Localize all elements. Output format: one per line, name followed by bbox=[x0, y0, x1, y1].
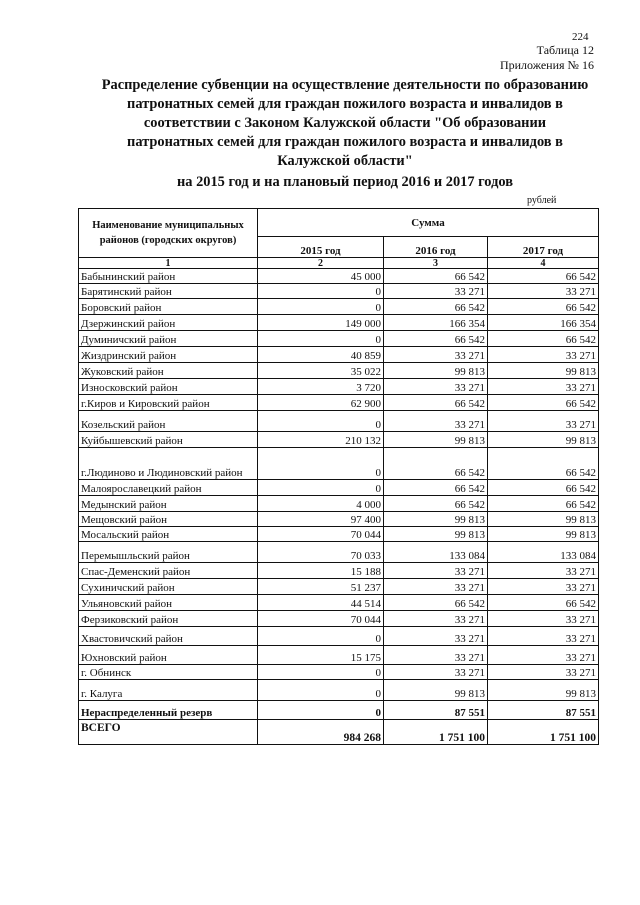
table-row bbox=[79, 496, 599, 512]
value-2017: 33 271 bbox=[488, 646, 599, 665]
total-label: ВСЕГО bbox=[79, 720, 258, 745]
value-2015: 15 188 bbox=[258, 563, 384, 579]
value-2016: 133 084 bbox=[384, 542, 488, 563]
column-number: 1 bbox=[79, 258, 258, 269]
district-name: Ульяновский район bbox=[79, 595, 258, 611]
table-row bbox=[79, 680, 599, 701]
column-number: 3 bbox=[384, 258, 488, 269]
table-row bbox=[79, 512, 599, 527]
district-name: г.Киров и Кировский район bbox=[79, 395, 258, 411]
value-2015: 0 bbox=[258, 480, 384, 496]
value-2017: 99 813 bbox=[488, 363, 599, 379]
table-row bbox=[79, 347, 599, 363]
value-2016: 66 542 bbox=[384, 448, 488, 480]
column-number: 2 bbox=[258, 258, 384, 269]
district-name: Ферзиковский район bbox=[79, 611, 258, 627]
table-row bbox=[79, 269, 599, 284]
value-2016: 99 813 bbox=[384, 680, 488, 701]
value-2016: 33 271 bbox=[384, 579, 488, 595]
value-2015: 45 000 bbox=[258, 269, 384, 284]
table-row bbox=[79, 284, 599, 299]
title-line: патронатных семей для граждан пожилого возраста и инвалидов в bbox=[127, 96, 563, 112]
district-name: Дзержинский район bbox=[79, 315, 258, 331]
value-2017: 66 542 bbox=[488, 395, 599, 411]
table-row bbox=[79, 611, 599, 627]
value-2016: 33 271 bbox=[384, 611, 488, 627]
table-row bbox=[79, 579, 599, 595]
value-2015: 3 720 bbox=[258, 379, 384, 395]
value-2017: 99 813 bbox=[488, 512, 599, 527]
value-2015: 97 400 bbox=[258, 512, 384, 527]
district-name: Сухиничский район bbox=[79, 579, 258, 595]
total-row bbox=[79, 720, 599, 745]
value-2016: 66 542 bbox=[384, 299, 488, 315]
district-name: Нераспределенный резерв bbox=[79, 701, 258, 720]
column-number: 4 bbox=[488, 258, 599, 269]
header-year-2016: 2016 год bbox=[384, 237, 488, 258]
district-name: Жиздринский район bbox=[79, 347, 258, 363]
header-row bbox=[79, 209, 599, 237]
value-2015: 70 044 bbox=[258, 611, 384, 627]
value-2015: 0 bbox=[258, 701, 384, 720]
value-2017: 33 271 bbox=[488, 627, 599, 646]
value-2017: 33 271 bbox=[488, 347, 599, 363]
district-name: Бабынинский район bbox=[79, 269, 258, 284]
value-2017: 66 542 bbox=[488, 331, 599, 347]
value-2016: 166 354 bbox=[384, 315, 488, 331]
total-2015: 984 268 bbox=[258, 720, 384, 745]
district-name: Думиничский район bbox=[79, 331, 258, 347]
value-2015: 35 022 bbox=[258, 363, 384, 379]
table-row bbox=[79, 665, 599, 680]
value-2016: 66 542 bbox=[384, 395, 488, 411]
value-2015: 0 bbox=[258, 331, 384, 347]
district-name: Износковский район bbox=[79, 379, 258, 395]
district-name: Перемышльский район bbox=[79, 542, 258, 563]
district-name: Малоярославецкий район bbox=[79, 480, 258, 496]
title-line: на 2015 год и на плановый период 2016 и 2017 годов bbox=[177, 174, 513, 190]
table-row bbox=[79, 595, 599, 611]
table-row bbox=[79, 542, 599, 563]
appendix-label: Приложения № 16 bbox=[499, 58, 594, 72]
table-row bbox=[79, 395, 599, 411]
value-2016: 99 813 bbox=[384, 527, 488, 542]
title-line: соответствии с Законом Калужской области "Об образовании bbox=[143, 115, 547, 131]
district-name: Спас-Деменский район bbox=[79, 563, 258, 579]
value-2017: 33 271 bbox=[488, 284, 599, 299]
table-row bbox=[79, 448, 599, 480]
value-2016: 66 542 bbox=[384, 496, 488, 512]
value-2016: 33 271 bbox=[384, 411, 488, 432]
district-name: г.Людиново и Людиновский район bbox=[79, 448, 258, 480]
district-name: Мосальский район bbox=[79, 527, 258, 542]
value-2017: 33 271 bbox=[488, 665, 599, 680]
value-2015: 40 859 bbox=[258, 347, 384, 363]
value-2016: 66 542 bbox=[384, 269, 488, 284]
value-2015: 0 bbox=[258, 448, 384, 480]
value-2016: 99 813 bbox=[384, 512, 488, 527]
value-2017: 33 271 bbox=[488, 579, 599, 595]
table-row bbox=[79, 646, 599, 665]
value-2015: 0 bbox=[258, 299, 384, 315]
value-2015: 70 033 bbox=[258, 542, 384, 563]
value-2015: 0 bbox=[258, 627, 384, 646]
title-line: патронатных семей для граждан пожилого возраста и инвалидов в bbox=[127, 134, 563, 150]
column-numbers-row bbox=[79, 258, 599, 269]
header-name-column: Наименование муниципальных районов (городских округов) bbox=[79, 209, 258, 258]
district-name: Барятинский район bbox=[79, 284, 258, 299]
value-2017: 99 813 bbox=[488, 680, 599, 701]
value-2016: 99 813 bbox=[384, 432, 488, 448]
title-line: Распределение субвенции на осуществление деятельности по образованию bbox=[101, 77, 589, 93]
value-2015: 0 bbox=[258, 665, 384, 680]
value-2015: 210 132 bbox=[258, 432, 384, 448]
value-2017: 87 551 bbox=[488, 701, 599, 720]
table-row bbox=[79, 527, 599, 542]
value-2017: 66 542 bbox=[488, 480, 599, 496]
table-row-reserve bbox=[79, 701, 599, 720]
header-sum-column: Сумма bbox=[258, 209, 599, 237]
value-2015: 0 bbox=[258, 411, 384, 432]
value-2017: 166 354 bbox=[488, 315, 599, 331]
district-name: Куйбышевский район bbox=[79, 432, 258, 448]
value-2017: 33 271 bbox=[488, 563, 599, 579]
table-row bbox=[79, 563, 599, 579]
value-2016: 33 271 bbox=[384, 646, 488, 665]
value-2017: 66 542 bbox=[488, 299, 599, 315]
value-2015: 70 044 bbox=[258, 527, 384, 542]
header-year-2017: 2017 год bbox=[488, 237, 599, 258]
district-name: Боровский район bbox=[79, 299, 258, 315]
table-row bbox=[79, 627, 599, 646]
value-2016: 66 542 bbox=[384, 331, 488, 347]
value-2016: 99 813 bbox=[384, 363, 488, 379]
district-name: Козельский район bbox=[79, 411, 258, 432]
value-2017: 66 542 bbox=[488, 496, 599, 512]
value-2015: 0 bbox=[258, 680, 384, 701]
value-2016: 33 271 bbox=[384, 379, 488, 395]
document-title bbox=[80, 76, 610, 192]
header-year-2015: 2015 год bbox=[258, 237, 384, 258]
table-label: Таблица 12 bbox=[536, 43, 594, 57]
table-row bbox=[79, 299, 599, 315]
table-row bbox=[79, 432, 599, 448]
annex-reference bbox=[500, 43, 594, 73]
value-2016: 66 542 bbox=[384, 595, 488, 611]
value-2017: 33 271 bbox=[488, 379, 599, 395]
value-2016: 33 271 bbox=[384, 627, 488, 646]
value-2015: 15 175 bbox=[258, 646, 384, 665]
district-name: Хвастовичский район bbox=[79, 627, 258, 646]
total-2016: 1 751 100 bbox=[384, 720, 488, 745]
value-2016: 33 271 bbox=[384, 563, 488, 579]
district-name: Юхновский район bbox=[79, 646, 258, 665]
district-name: г. Обнинск bbox=[79, 665, 258, 680]
value-2016: 66 542 bbox=[384, 480, 488, 496]
value-2015: 4 000 bbox=[258, 496, 384, 512]
value-2016: 87 551 bbox=[384, 701, 488, 720]
value-2017: 66 542 bbox=[488, 269, 599, 284]
value-2016: 33 271 bbox=[384, 347, 488, 363]
value-2015: 0 bbox=[258, 284, 384, 299]
table-row bbox=[79, 480, 599, 496]
value-2017: 33 271 bbox=[488, 611, 599, 627]
district-name: Медынский район bbox=[79, 496, 258, 512]
value-2017: 99 813 bbox=[488, 527, 599, 542]
table-row bbox=[79, 363, 599, 379]
district-name: Мещовский район bbox=[79, 512, 258, 527]
subvention-table bbox=[78, 208, 599, 745]
value-2017: 66 542 bbox=[488, 448, 599, 480]
value-2016: 33 271 bbox=[384, 284, 488, 299]
value-2015: 44 514 bbox=[258, 595, 384, 611]
table-row bbox=[79, 379, 599, 395]
value-2017: 133 084 bbox=[488, 542, 599, 563]
value-2017: 66 542 bbox=[488, 595, 599, 611]
value-2017: 99 813 bbox=[488, 432, 599, 448]
district-name: г. Калуга bbox=[79, 680, 258, 701]
table-row bbox=[79, 315, 599, 331]
total-2017: 1 751 100 bbox=[488, 720, 599, 745]
value-2015: 62 900 bbox=[258, 395, 384, 411]
table-row bbox=[79, 411, 599, 432]
table-row bbox=[79, 331, 599, 347]
value-2017: 33 271 bbox=[488, 411, 599, 432]
units-label: рублей bbox=[527, 195, 557, 206]
district-name: Жуковский район bbox=[79, 363, 258, 379]
page-number: 224 bbox=[572, 31, 589, 43]
title-line: Калужской области" bbox=[277, 153, 413, 169]
value-2015: 149 000 bbox=[258, 315, 384, 331]
value-2016: 33 271 bbox=[384, 665, 488, 680]
value-2015: 51 237 bbox=[258, 579, 384, 595]
